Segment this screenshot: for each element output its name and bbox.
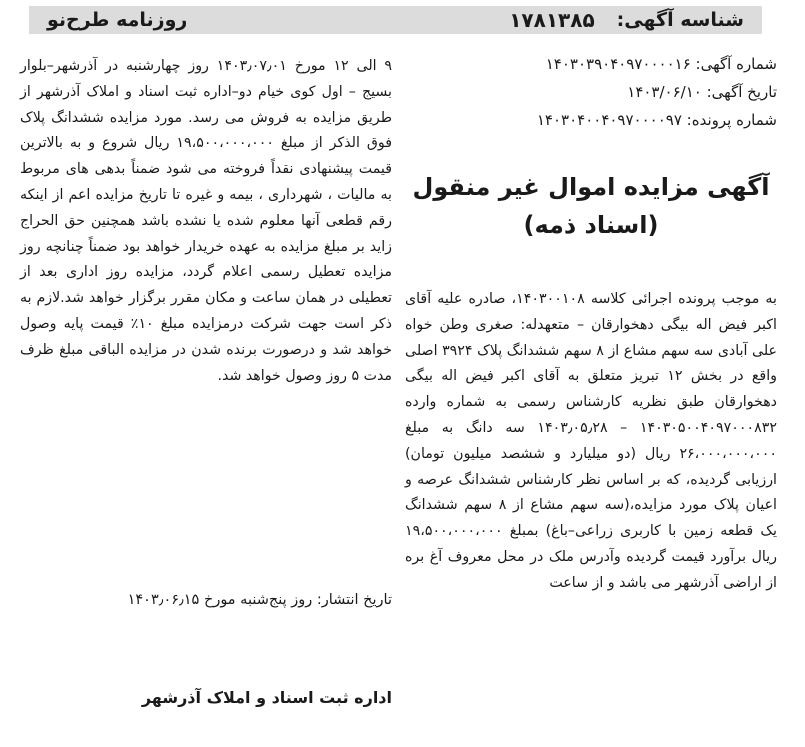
ad-number: شماره آگهی: ۱۴۰۳۰۳۹۰۴۰۹۷۰۰۰۰۱۶ — [545, 55, 777, 73]
ad-date: تاریخ آگهی: ۱۴۰۳/۰۶/۱۰ — [627, 83, 777, 101]
right-column — [405, 50, 777, 740]
ad-id-number: ۱۷۸۱۳۸۵ — [509, 8, 595, 32]
ad-header-bar — [29, 6, 762, 34]
body-text-left: ۹ الی ۱۲ مورخ ۱۴۰۳٫۰۷٫۰۱ روز چهارشنبه در آذرشهر–بلوار بسیج – اول کوی خیام دو–اداره ثبت اسناد و املاک آذرشهر از طریق مزایده به فروش می رسد. مورد مزایده ششدانگ پلاک فوق الذکر از مبلغ ۱۹،۵۰۰،۰۰۰،۰۰۰ ریال شروع و به بالاترین قیمت پیشنهادی نقداً فروخته می شود ضمناً بدهی های مربوط به مالیات ، شهرداری ، بیمه و غیره تا تاریخ مزایده اعم از اینکه رقم قطعی آنها معلوم شده یا نشده باشد همچنین حق الحراج زاید بر مبلغ مزایده به عهده خریدار خواهد بود ضمناً چنانچه روز مزایده تعطیل رسمی اعلام گردد، مزایده روز اداری بعد از تعطیلی در همان ساعت و مکان مقرر برگزار خواهد شد.لازم به ذکر است جهت شرکت درمزایده مبلغ ۱۰٪ قیمت پایه وصول خواهد شد و درصورت برنده شدن در مزایده الباقی مبلغ ظرف مدت ۵ روز وصول خواهد شد. — [20, 58, 393, 384]
ad-title — [405, 168, 777, 244]
issuer-signature: اداره ثبت اسناد و املاک آذرشهر — [141, 688, 392, 707]
newspaper-name: روزنامه طرح‌نو — [47, 9, 188, 31]
ad-title-line1: آگهی مزایده اموال غیر منقول — [412, 173, 770, 201]
publication-date: تاریخ انتشار: روز پنج‌شنبه مورخ ۱۴۰۳٫۰۶٫۱۵ — [127, 592, 392, 608]
file-number: شماره پرونده: ۱۴۰۳۰۴۰۰۴۰۹۷۰۰۰۰۹۷ — [536, 111, 777, 129]
ad-id-label: شناسه آگهی: — [616, 9, 744, 31]
body-text-right: به موجب پرونده اجرائی کلاسه ۱۴۰۳۰۰۱۰۸، صادره علیه آقای اکبر فیض اله بیگی دهخوارقان – متعهدله: صغری وطن خواه علی آبادی سه سهم مشاع از ۸ سهم ششدانگ پلاک ۳۹۲۴ اصلی واقع در بخش ۱۲ تبریز متعلق به آقای اکبر فیض اله بیگی دهخوارقان طبق نظریه کارشناس رسمی به شماره وارده ۱۴۰۳۰۵۰۰۴۰۹۷۰۰۰۸۳۲ – ۱۴۰۳٫۰۵٫۲۸ سه دانگ به مبلغ ۲۶،۰۰۰،۰۰۰،۰۰۰ ریال (دو میلیارد و ششصد میلیون تومان) ارزیابی گردیده، که بر اساس نظر کارشناس ششدانگ عرصه و اعیان پلاک مورد مزایده،(سه سهم مشاع از ۸ سهم ششدانگ یک قطعه زمین با کاربری زراعی–باغ) بمبلغ ۱۹،۵۰۰،۰۰۰،۰۰۰ ریال برآورد قیمت گردیده وآدرس ملک در محل معروف آغ بره از اراضی آذرشهر می باشد و از ساعت — [405, 291, 777, 591]
left-column — [20, 50, 392, 740]
ad-title-line2: (اسناد ذمه) — [523, 211, 659, 239]
